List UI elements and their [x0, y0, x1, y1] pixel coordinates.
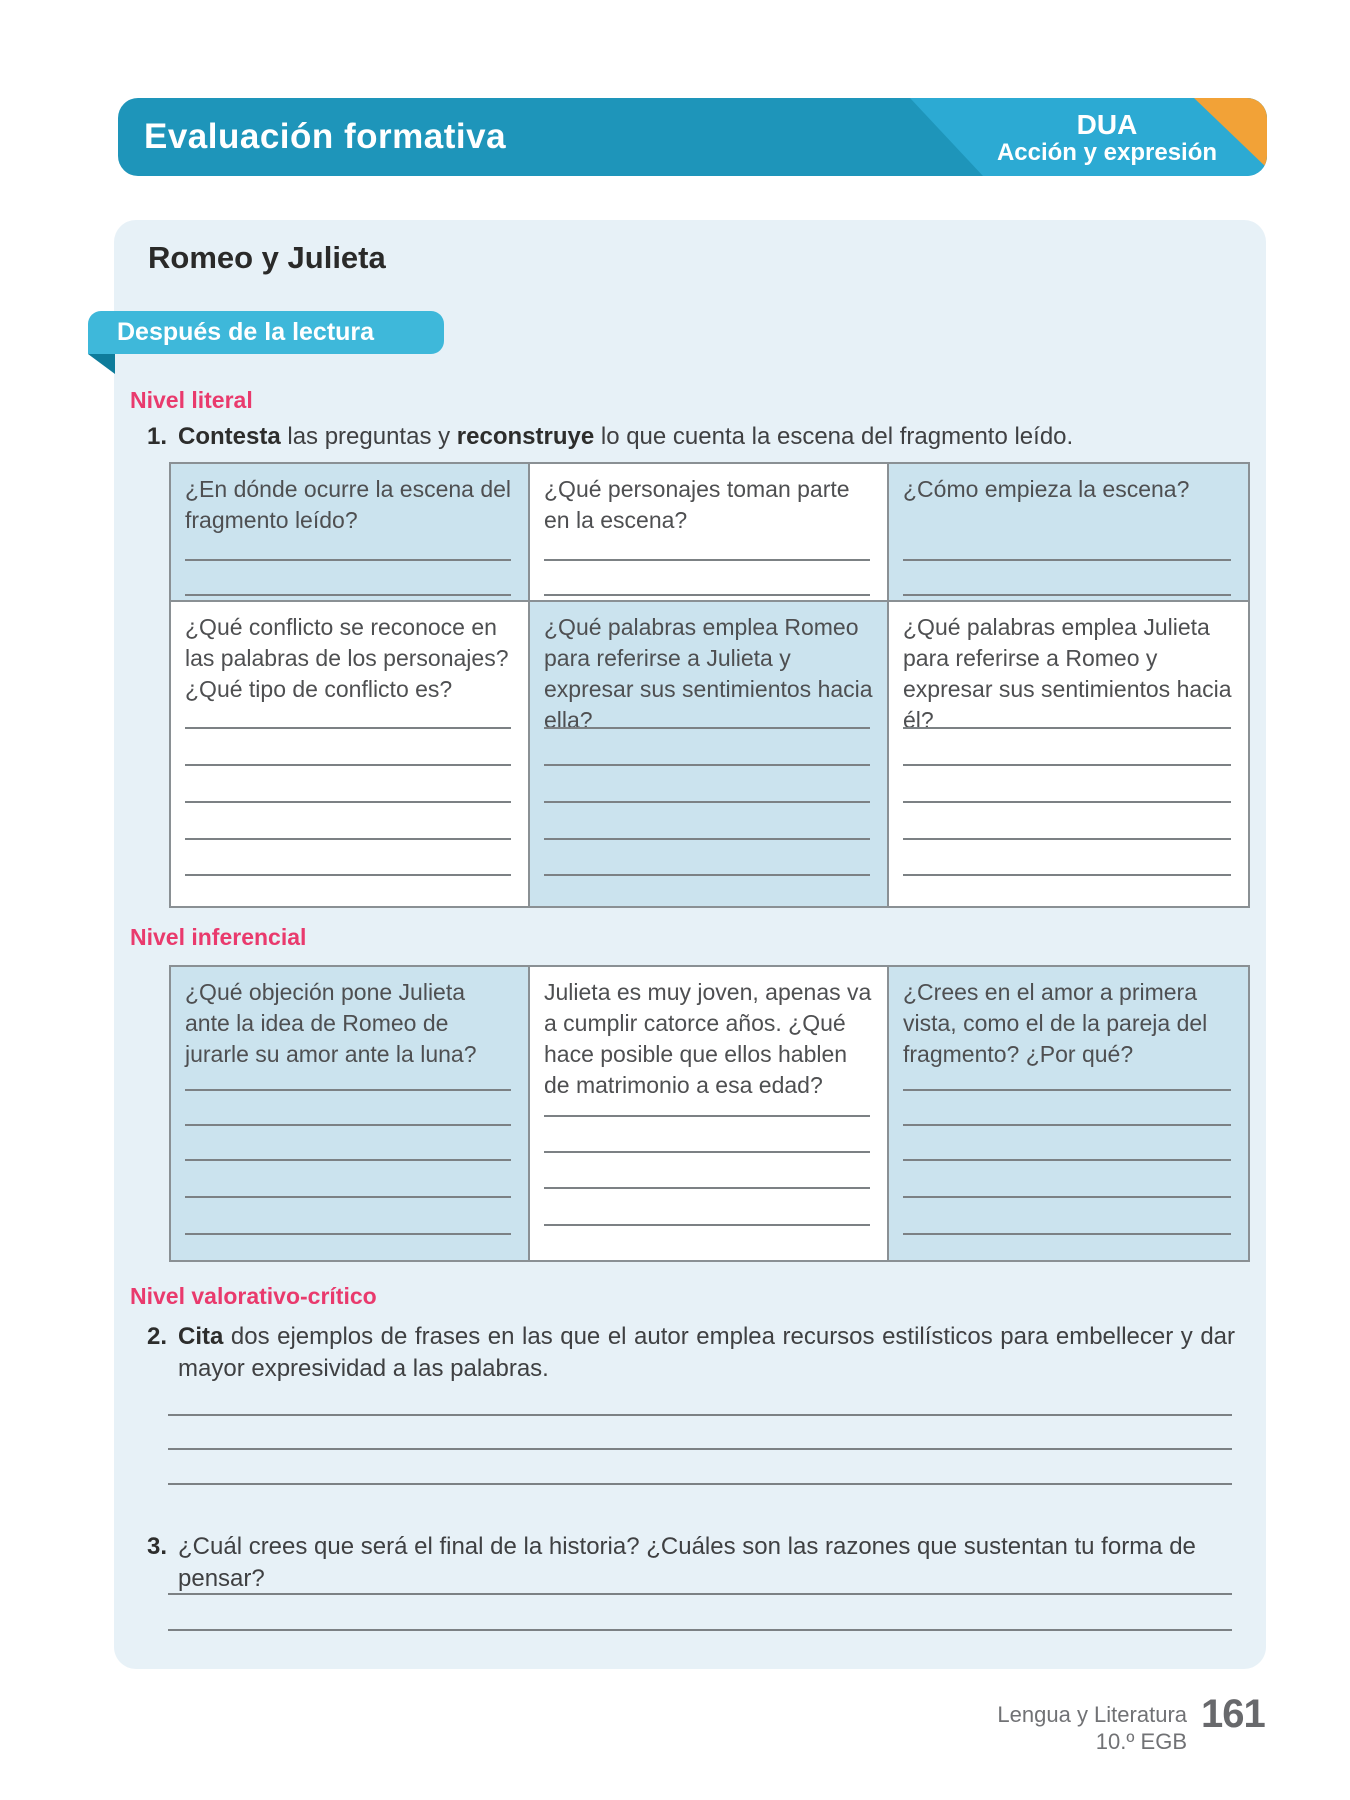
- answer-rule: [168, 1483, 1232, 1485]
- answer-rule: [168, 1448, 1232, 1450]
- dua-badge-subtitle: Acción y expresión: [996, 139, 1218, 166]
- table-cell: ¿Qué conflicto se reconoce en las palabras de los personajes? ¿Qué tipo de conflicto es?: [171, 602, 530, 906]
- question-3-number: 3.: [147, 1533, 168, 1560]
- question-table-literal: [169, 462, 1250, 908]
- header-bar: [118, 98, 1267, 176]
- footer-book-info: [997, 1701, 1187, 1755]
- table-cell: ¿En dónde ocurre la escena del fragmento leído?: [171, 464, 530, 602]
- answer-rule: [168, 1414, 1232, 1416]
- section-tab-label: Después de la lectura: [117, 318, 375, 346]
- level-heading-valorativo: Nivel valorativo-crítico: [130, 1283, 377, 1309]
- table-cell: ¿Crees en el amor a primera vista, como el de la pareja del fragmento? ¿Por qué?: [889, 967, 1248, 1260]
- section-tab: [88, 311, 444, 354]
- question-table-inferencial: [169, 965, 1250, 1262]
- answer-rule: [168, 1593, 1232, 1595]
- footer-grade: 10.º EGB: [1095, 1729, 1187, 1754]
- answer-rule: [168, 1629, 1232, 1631]
- table-cell: ¿Qué personajes toman parte en la escena?: [530, 464, 889, 602]
- table-cell: ¿Cómo empieza la escena?: [889, 464, 1248, 602]
- question-1: [147, 421, 1242, 453]
- footer-subject: Lengua y Literatura: [997, 1702, 1187, 1727]
- question-3: [147, 1531, 1242, 1595]
- page-number: 161: [1201, 1692, 1265, 1736]
- question-2: [147, 1321, 1235, 1385]
- page-title: Evaluación formativa: [144, 117, 507, 156]
- table-cell: ¿Qué objeción pone Julieta ante la idea de Romeo de jurarle su amor ante la luna?: [171, 967, 530, 1260]
- level-heading-inferencial: Nivel inferencial: [130, 924, 307, 950]
- level-heading-literal: Nivel literal: [130, 387, 253, 413]
- table-cell: Julieta es muy joven, apenas va a cumplir catorce años. ¿Qué hace posible que ellos hablen de matrimonio a esa edad?: [530, 967, 889, 1260]
- tab-fold: [88, 354, 115, 374]
- dua-badge-title: DUA: [1076, 109, 1138, 140]
- reading-title: Romeo y Julieta: [148, 240, 386, 275]
- question-1-text: Contesta las preguntas y reconstruye lo que cuenta la escena del fragmento leído.: [178, 423, 1074, 450]
- question-1-number: 1.: [147, 423, 168, 450]
- dua-badge: [987, 110, 1227, 166]
- table-cell: ¿Qué palabras emplea Julieta para referirse a Romeo y expresar sus sentimientos hacia él?: [889, 602, 1248, 906]
- question-2-text: Cita dos ejemplos de frases en las que el autor emplea recursos estilísticos para embellecer y dar mayor expresividad a las palabras.: [178, 1323, 1235, 1382]
- question-2-number: 2.: [147, 1323, 168, 1350]
- question-3-text: ¿Cuál crees que será el final de la historia? ¿Cuáles son las razones que sustentan tu forma de pensar?: [178, 1533, 1196, 1592]
- table-cell: ¿Qué palabras emplea Romeo para referirse a Julieta y expresar sus sentimientos hacia ella?: [530, 602, 889, 906]
